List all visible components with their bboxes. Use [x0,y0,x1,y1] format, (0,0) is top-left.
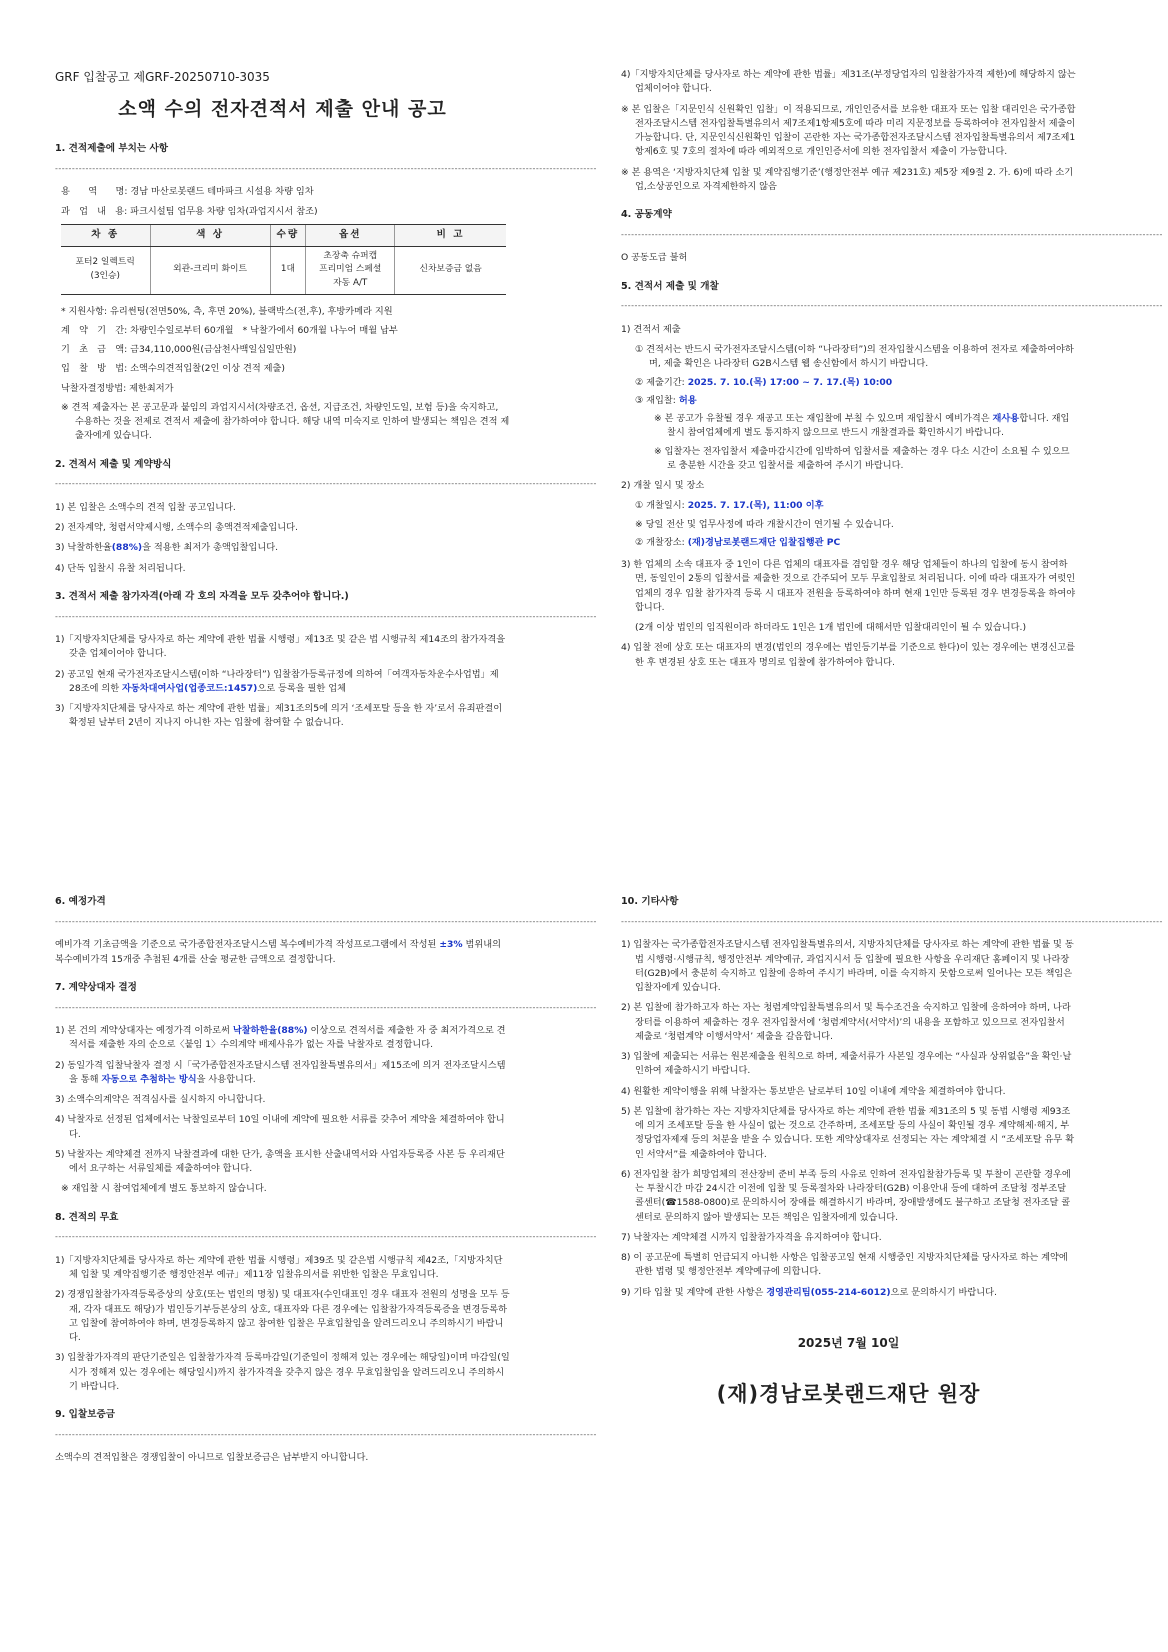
business-code: 자동차대여사업(업종코드:1457) [122,682,258,694]
signer: (재)경남로봇랜드재단 원장 [716,1382,981,1407]
section-4-title: 4. 공동계약 [621,209,672,220]
contact-team: 경영관리팀(055-214-6012) [766,1286,891,1298]
s2-item1: 1) 본 입찰은 소액수의 견적 입찰 공고입니다. [55,501,236,513]
s5-note2: ※ 입찰자는 전자입찰서 제출마감시간에 임박하여 입찰서를 제출하는 경우 다소 시간이 소요될 수 있으므로 충분한 시간을 갖고 입찰서를 제출하여 주시기 바랍니다. [654,445,1070,471]
s5-a1: ① 견적서는 반드시 국가전자조달시스템(이하 “나라장터”)의 전자입찰시스템을 이용하여 전자로 제출하여야하며, 제출 확인은 나라장터 G2B시스템 웹 송신함에서 하시기 바랍니다. [635,344,1074,370]
s3-note1: ※ 본 입찰은「지문인식 신원확인 입찰」이 적용되므로, 개인인증서를 보유한 대표자 또는 입찰 대리인은 국가종합전자조달시스템 전자입찰특별유의서 제7조제1항제5호에 따라 미리 지문정보를 등록하여야 전자입찰서 제출이 가능합니다. 단, 지문인식신원확인 입찰이 곤란한 자는 국가종합전자조달시스템 전자입찰특별유의서 제7조제1항제6호 및 7호의 절차에 따라 예외적으로 개인인증서에 의한 전자입찰서 제출이 가능합니다. [621,103,1076,158]
s5-b1 [621,499,1076,513]
opt2: 프리미엄 스페셜 [319,264,382,275]
s5-note1-a: ※ 본 공고가 유찰될 경우 재공고 또는 재입찰에 부칠 수 있으며 재입찰시 예비가격은 [654,413,993,424]
divider: ---------------------------------------------------------------------------------------------------------------------------------------------------------------- [621,916,1163,926]
section-7-title: 7. 계약상대자 결정 [55,981,137,993]
s3-item4: 4)「지방자치단체를 당사자로 하는 계약에 관한 법률」제31조(부정당업자의 입찰참가자격 제한)에 해당하지 않는 업체이어야 합니다. [621,69,1076,95]
section-5-title: 5. 견적서 제출 및 개찰 [621,280,719,292]
cell-color: 외관-크리미 화이트 [150,246,270,294]
s2-item3-c: 을 적용한 최저가 총액입찰입니다. [142,542,279,554]
col-option: 옵션 [306,224,395,246]
divider: ---------------------------------------------------------------------------------------------------------------------------------------------------------------- [55,1232,597,1242]
s7-item1 [55,1024,510,1053]
cell-car [61,246,150,294]
notice-number: GRF 입찰공고 제GRF-20250710-3035 [55,70,270,84]
s5-b1-label: ① 개찰일시: [635,500,688,512]
s4-item1: O 공동도급 불허 [621,252,688,264]
opt3: 자동 A/T [333,277,368,288]
s7-item1-c: 이상으로 견적서를 제출한 자 중 최저가격으로 견적서를 제출한 자의 순으로〈붙임 1〉수의계약 배제사유가 없는 자를 낙찰자로 결정합니다. [69,1025,506,1051]
cell-option [306,246,395,294]
s5-item3-note: (2개 이상 법인의 임직원이라 하더라도 1인은 1개 법인에 대해서만 입찰대리인이 될 수 있습니다.) [635,622,1027,633]
winner-method: 낙찰자결정방법: 제한최저가 [61,382,174,394]
s7-item2 [55,1059,510,1088]
s5-a2 [621,376,1076,390]
auto-draw: 자동으로 추첨하는 방식 [101,1073,197,1085]
col-color: 색 상 [150,224,270,246]
s6-para-c: 범위내의 복수예비가격 15개중 추첨된 4개를 산술 평균한 금액으로 결정합니다. [55,939,502,965]
s10-item4: 4) 원활한 계약이행을 위해 낙찰자는 통보받은 날로부터 10일 이내에 계약을 체결하여야 합니다. [621,1085,1006,1097]
s7-item4: 4) 낙찰자로 선정된 업체에서는 낙찰일로부터 10일 이내에 계약에 필요한 서류를 갖추어 계약을 체결하여야 합니다. [55,1114,505,1140]
section-1-note: ※ 견적 제출자는 본 공고문과 붙임의 과업지시서(차량조건, 옵션, 지급조건, 차량인도일, 보험 등)을 숙지하고, 수용하는 것을 전제로 견적서 제출에 참가하여야 합니다. 해당 내역 미숙지로 인하여 발생되는 책임은 견적 제출자에게 있습니다. [61,401,510,442]
opt1: 초장축 슈퍼캡 [323,250,378,261]
section-10-title: 10. 기타사항 [621,896,679,907]
table-row [61,246,506,294]
task-content: 과 업 내 용: 파크시설팀 업무용 차량 임차(과업지시서 참조) [61,205,318,217]
s5-item3: 3) 한 업체의 소속 대표자 중 1인이 다른 업체의 대표자를 겸임할 경우 해당 업체들이 하나의 입찰에 동시 참여하면, 동일인이 2통의 입찰서를 제출한 것으로 간주되어 모두 무효입찰로 처리됩니다. 이에 따라 대표자가 여럿인 업체의 경우 입찰 참가자격 등록 시 대표자 전원을 등록하여야 하며 현재 1인만 등록된 경우 변경등록을 하여야 합니다. [621,559,1076,613]
car-line1: 포터2 일렉트릭 [75,257,135,268]
s3-item2 [55,668,510,697]
s5-a3-label: ③ 재입찰: [635,394,679,406]
vehicle-table [61,224,506,295]
s3-note2: ※ 본 용역은 ‘지방자치단체 입찰 및 계약집행기준’(행정안전부 예규 제231호) 제5장 제9절 2. 가. 6)에 따라 소기업,소상공인으로 자격제한하지 않음 [621,166,1074,192]
bid-method: 입 찰 방 법: 소액수의견적입찰(2인 이상 견적 제출) [61,363,285,375]
table-header-row [61,224,506,246]
section-3-title: 3. 견적서 제출 참가자격(아래 각 호의 자격을 모두 갖추어야 합니다.) [55,590,349,602]
rebid-allowed: 허용 [678,394,697,406]
col-qty: 수량 [270,224,306,246]
section-6-title: 6. 예정가격 [55,896,106,907]
s5-b1-note: ※ 당일 전산 및 업무사정에 따라 개찰시간이 연기될 수 있습니다. [635,518,894,530]
s5-a3 [621,394,1076,408]
s5-a2-label: ② 제출기간: [635,376,688,388]
col-car: 차 종 [61,224,150,246]
s6-para [55,938,510,967]
s10-item9 [621,1286,1076,1300]
s10-item5: 5) 본 입찰에 참가하는 자는 지방자치단체를 당사자로 하는 계약에 관한 법률 제31조의 5 및 동법 시행령 제93조에 의거 조세포탈 등을 한 사실이 없는 것으로 간주하며, 조세포탈 등의 사실이 확인될 경우 계약해제·해지, 부정당업자제재 등의 처분을 받을 수 있습니다. 또한 계약상대자로 선정되는 자는 계약체결 시 “조세포탈 유무 확인 서약서”를 제출하여야 합니다. [621,1105,1075,1160]
s7-item2-a: 2) 동일가격 입찰낙찰자 결정 시「국가종합전자조달시스템 전자입찰특별유의서」제15조에 의거 전자조달시스템을 통해 [55,1059,506,1085]
s9-para: 소액수의 견적입찰은 경쟁입찰이 아니므로 입찰보증금은 납부받지 아니합니다. [55,1452,369,1464]
s8-item2: 2) 경쟁입찰참가자격등록증상의 상호(또는 법인의 명칭) 및 대표자(수인대표인 경우 대표자 전원의 성명을 모두 등재, 각자 대표도 해당)가 법인등기부등본상의 상호, 대표자와 다른 경우에는 입찰참가자격등록증을 변경등록하고 입찰에 참여하여야 하며, 변경등록하지 않고 참여한 입찰은 무효입찰임을 알려드리오니 주의하시기 바랍니다. [55,1289,510,1343]
divider: ---------------------------------------------------------------------------------------------------------------------------------------------------------------- [55,479,597,489]
divider: ---------------------------------------------------------------------------------------------------------------------------------------------------------------- [55,163,597,173]
cell-note: 신차보증금 없음 [395,246,506,294]
s10-item9-a: 9) 기타 입찰 및 계약에 관한 사항은 [621,1286,767,1298]
notice-date: 2025년 7월 10일 [797,1335,900,1350]
s10-item7: 7) 낙찰자는 계약체결 시까지 입찰참가자격을 유지하여야 합니다. [621,1231,882,1243]
left-top-column [55,68,597,737]
right-bottom-column [621,895,1163,1411]
col-note: 비 고 [395,224,506,246]
lower-limit-rate-2: 낙찰하한율(88%) [232,1025,308,1036]
divider: ---------------------------------------------------------------------------------------------------------------------------------------------------------------- [55,1429,597,1439]
s10-item1: 1) 입찰자는 국가종합전자조달시스템 전자입찰특별유의서, 지방자치단체를 당사자로 하는 계약에 관한 법률 및 동법 시행령·시행규칙, 행정안전부 계약예규, 과업지시서 등 입찰에 필요한 사항을 우리재단 홈페이지 및 나라장터(G2B)에서 충분히 숙지하고 입찰에 응하여 주시기 바라며, 이를 숙지하지 못함으로써 일어나는 모든 책임은 입찰자에게 있습니다. [621,939,1074,993]
car-line2: (3인승) [90,271,120,282]
s10-item3: 3) 입찰에 제출되는 서류는 원본제출을 원칙으로 하며, 제출서류가 사본일 경우에는 “사실과 상위없음”을 확인·날인하여 제출하시기 바랍니다. [621,1051,1072,1077]
s7-item1-a: 1) 본 건의 계약상대자는 예정가격 이하로써 [55,1025,233,1036]
base-amount: 기 초 금 액: 금34,110,000원(금삼천사백일십일만원) [61,344,297,356]
s8-item1: 1)「지방자치단체를 당사자로 하는 계약에 관한 법률 시행령」제39조 및 같은법 시행규칙 제42조,「지방자치단체 입찰 및 계약집행기준 행정안전부 예규」제11장 입찰유의서를 위반한 입찰은 무효입니다. [55,1254,503,1280]
right-top-column [621,68,1163,676]
support-items: * 지원사항: 유리썬팅(전면50%, 측, 후면 20%), 블랙박스(전,후), 후방카메라 지원 [61,305,393,317]
divider: ---------------------------------------------------------------------------------------------------------------------------------------------------------------- [621,229,1163,239]
opening-place: (재)경남로봇랜드재단 입찰집행관 PC [687,536,841,548]
divider: ---------------------------------------------------------------------------------------------------------------------------------------------------------------- [55,916,597,926]
s7-item3: 3) 소액수의계약은 적격심사를 실시하지 아니합니다. [55,1094,266,1105]
section-2-title: 2. 견적서 제출 및 계약방식 [55,458,172,470]
s7-item5: 5) 낙찰자는 계약체결 전까지 낙찰결과에 대한 단가, 총액을 표시한 산출내역서와 사업자등록증 사본 등 우리재단에서 요구하는 서류일체를 제출하여야 합니다. [55,1148,505,1174]
s2-item2: 2) 전자계약, 청렴서약제시행, 소액수의 총액견적제출입니다. [55,522,298,534]
s10-item2: 2) 본 입찰에 참가하고자 하는 자는 청렴계약입찰특별유의서 및 특수조건을 숙지하고 입찰에 응하여야 하며, 나라장터를 이용하여 제출하는 경우 전자입찰서에 ‘청렴계약서(서약서)’의 내용을 포함하고 있으므로 전자입찰서 제출로 ‘청렴계약 이행서약서’ 제출을 갈음합니다. [621,1002,1071,1042]
page-title: 소액 수의 전자견적서 제출 안내 공고 [118,97,447,120]
s10-item8: 8) 이 공고문에 특별히 언급되지 아니한 사항은 입찰공고일 현재 시행중인 지방자치단체를 당사자로 하는 계약에 관한 법령 및 행정안전부 계약예규에 의합니다. [621,1252,1068,1278]
s7-item2-c: 을 사용합니다. [196,1073,256,1085]
submission-period: 2025. 7. 10.(목) 17:00 ~ 7. 17.(목) 10:00 [687,376,893,388]
section-8-title: 8. 견적의 무효 [55,1211,119,1223]
s6-para-a: 예비가격 기초금액을 기준으로 국가종합전자조달시스템 복수예비가격 작성프로그램에서 작성된 [55,939,440,951]
s3-item2-a: 2) 공고일 현재 국가전자조달시스템(이하 “나라장터”) 입찰참가등록규정에 의하여「여객자동차운수사업법」제28조에 의한 [55,668,499,694]
divider: ---------------------------------------------------------------------------------------------------------------------------------------------------------------- [55,611,597,621]
s5-b2-label: ② 개찰장소: [635,536,688,548]
service-name: 용 역 명: 경남 마산로봇랜드 테마파크 시설용 차량 임차 [61,186,314,198]
s5-item4: 4) 입찰 전에 상호 또는 대표자의 변경(법인의 경우에는 법인등기부를 기준으로 한다)이 있는 경우에는 변경신고를 한 후 변경된 상호 또는 대표자 명의로 입찰에 참가하여야 합니다. [621,642,1075,668]
s5-note1 [621,412,1076,441]
s5-b2 [621,536,1076,550]
s5-note1-c: 합니다. 재입찰시 참여업체에게 별도 통지하지 않으므로 반드시 개찰결과를 확인하시기 바랍니다. [667,413,1070,439]
s3-item1: 1)「지방자치단체를 당사자로 하는 계약에 관한 법률 시행령」제13조 및 같은 법 시행규칙 제14조의 참가자격을 갖춘 업체이어야 합니다. [55,634,506,660]
s8-item3: 3) 입찰참가자격의 판단기준일은 입찰참가자격 등록마감일(기준일이 정해져 있는 경우에는 해당일)이며 마감일(일시가 정해져 있는 경우에는 해당일시)까지 참가자격을 갖추지 않은 경우 무효입찰임을 알려드리오니 주의하시기 바랍니다. [55,1352,510,1392]
s5-head1: 1) 견적서 제출 [621,323,681,335]
price-range: ±3% [439,939,463,951]
s10-item9-c: 으로 문의하시기 바랍니다. [890,1286,997,1298]
s3-item2-c: 으로 등록을 필한 업체 [257,682,346,694]
s2-item3 [55,541,510,555]
s10-item6: 6) 전자입찰 참가 희망업체의 전산장비 준비 부족 등의 사유로 인하여 전자입찰참가등록 및 투찰이 곤란할 경우에는 투찰시간 마감 24시간 이전에 입찰 및 등록절차와 나라장터(G2B) 이용안내 등에 대하여 조달청 정부조달 콜센터(☎1588-0800)로 문의하시어 장애를 해결하시기 바라며, 장애발생에도 불구하고 조달청 전자조달 콜센터로 문의하지 않아 발생되는 모든 책임은 입찰자에게 있습니다. [621,1168,1071,1223]
divider: ---------------------------------------------------------------------------------------------------------------------------------------------------------------- [55,1002,597,1012]
left-bottom-column [55,895,597,1472]
lower-limit-rate: (88%) [111,542,143,554]
section-1-title: 1. 견적제출에 부치는 사항 [55,143,169,155]
s7-note1: ※ 재입찰 시 참여업체에게 별도 통보하지 않습니다. [61,1183,267,1195]
cell-qty: 1대 [270,246,306,294]
opening-time: 2025. 7. 17.(목), 11:00 이후 [687,500,824,512]
reuse-label: 재사용 [992,413,1020,424]
s2-item4: 4) 단독 입찰시 유찰 처리됩니다. [55,562,186,574]
s2-item3-a: 3) 낙찰하한율 [55,542,112,554]
divider: ---------------------------------------------------------------------------------------------------------------------------------------------------------------- [621,301,1163,311]
section-9-title: 9. 입찰보증금 [55,1409,115,1420]
contract-period: 계 약 기 간: 차량인수일로부터 60개월 * 낙찰가에서 60개월 나누어 매월 납부 [61,324,398,336]
s3-item3: 3)「지방자치단체를 당사자로 하는 계약에 관한 법률」제31조의5에 의거 ‘조세포탈 등을 한 자’로서 유죄판결이 확정된 날부터 2년이 지나지 아니한 자는 입찰에 참여할 수 없습니다. [55,703,503,729]
s5-head2: 2) 개찰 일시 및 장소 [621,480,705,491]
